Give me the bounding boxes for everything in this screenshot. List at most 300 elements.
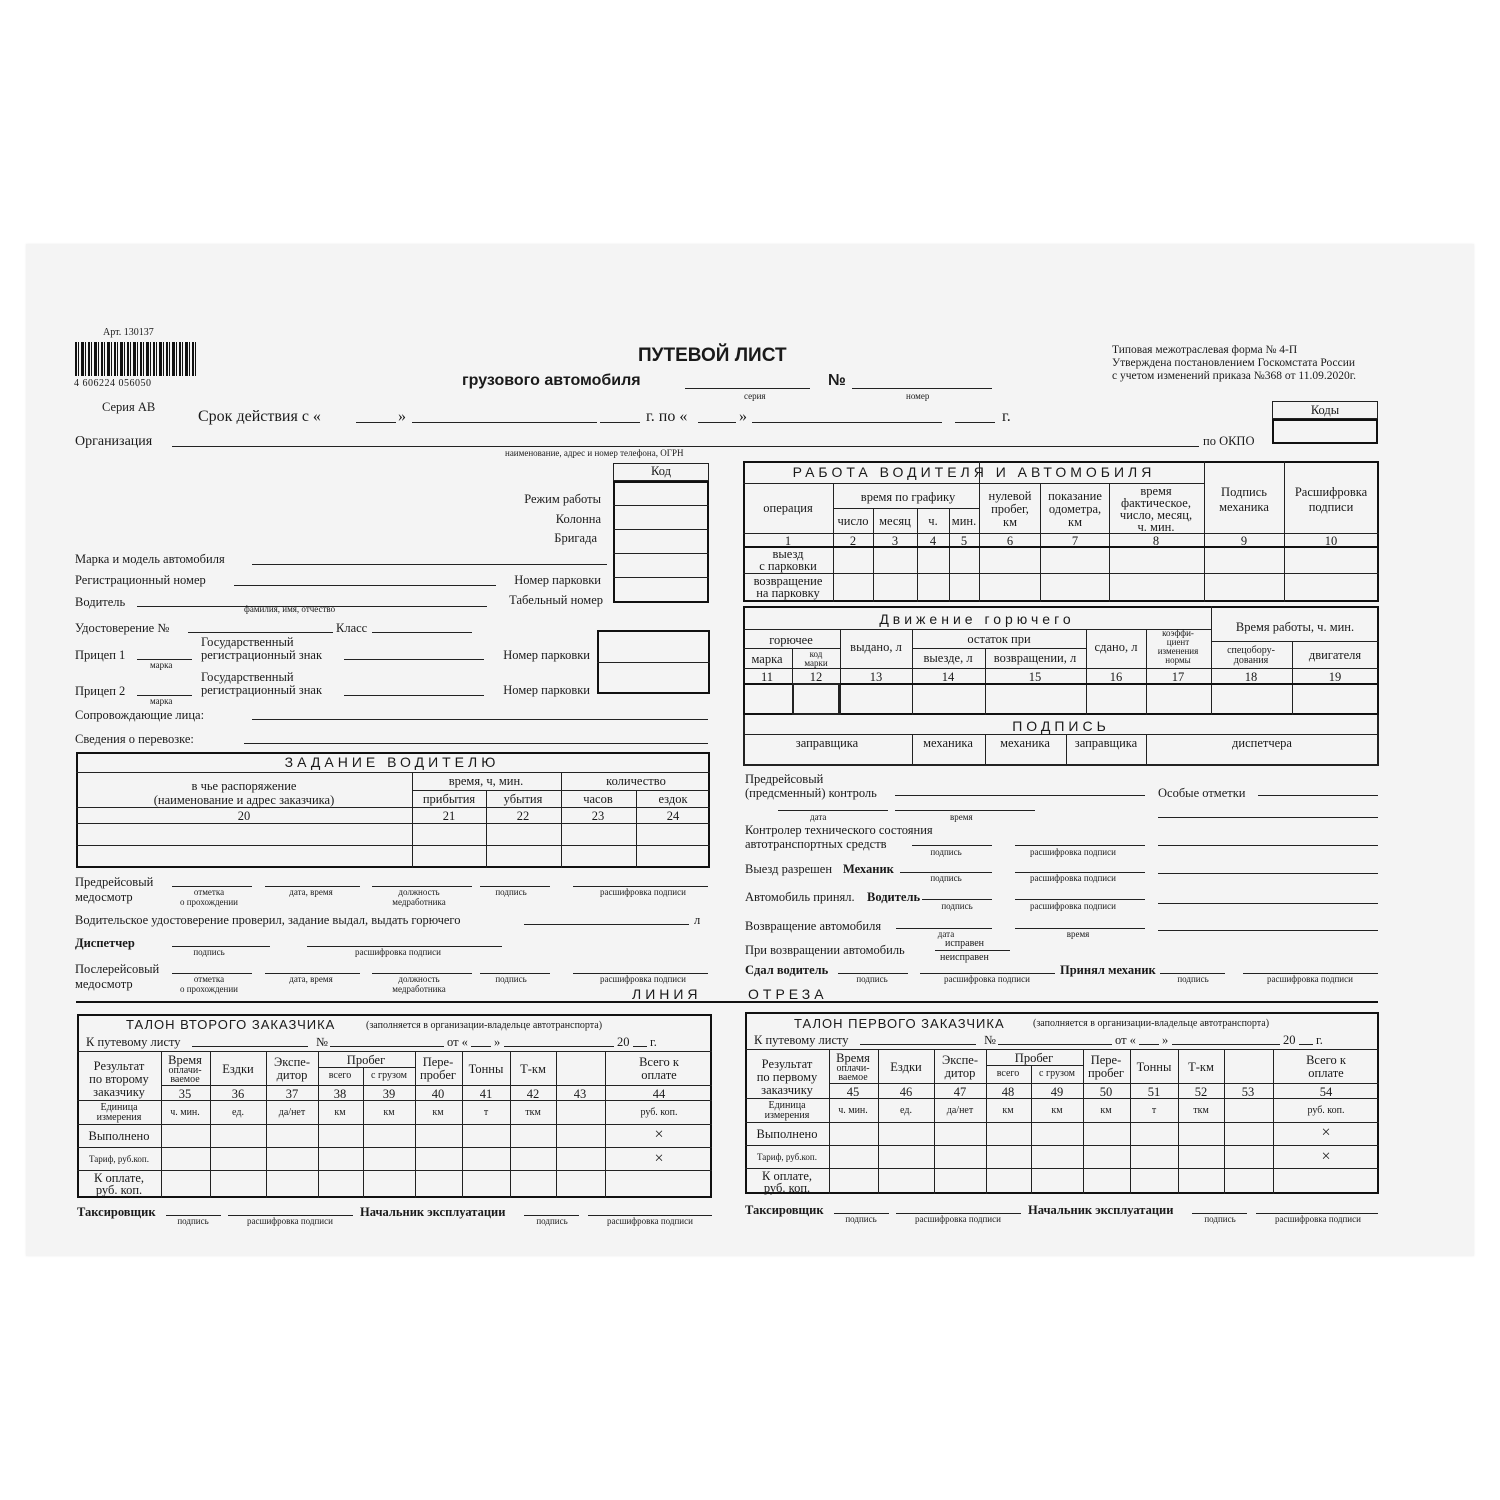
handed-by-driver-label: Сдал водитель (745, 963, 829, 977)
talon2-payable-label: руб. коп. (95, 1183, 143, 1197)
talon2-year: 20 (617, 1035, 630, 1049)
sign-fueler2-header: заправщика (1074, 736, 1138, 750)
code-box[interactable] (613, 481, 709, 603)
posttrip-med-label-1: Послерейсовый (75, 962, 160, 976)
year-suffix: г. (650, 1035, 657, 1049)
accepted-by-mechanic-label: Принял механик (1060, 963, 1156, 977)
number-sign: № (828, 372, 846, 389)
serviceable-option[interactable]: исправен (945, 938, 985, 949)
talon2-num: 42 (526, 1087, 540, 1101)
talon1-done-label: Выполнено (756, 1127, 818, 1141)
mechanic-label: Механик (843, 862, 894, 876)
talon1-tariff-label: Тариф, руб.коп. (757, 1152, 817, 1162)
talon1-number-sign: № (984, 1033, 996, 1047)
talon2-col-total-sub: оплате (641, 1068, 677, 1082)
talon1-taxer-label: Таксировщик (745, 1203, 824, 1217)
caption: расшифровка подписи (1030, 847, 1116, 857)
number-caption: номер (906, 391, 930, 401)
caption: подпись (930, 847, 962, 857)
coef-header-2: циент (1166, 637, 1190, 647)
fuel-table-title: Движение горючего (879, 611, 1075, 627)
controller-sign[interactable] (912, 845, 992, 846)
caption: подпись (930, 873, 962, 883)
task-quantity-header: количество (606, 774, 666, 788)
talon2-col-time: Время (168, 1053, 202, 1067)
task-trips-header: ездок (658, 792, 688, 806)
controller-label-2: автотранспортных средств (745, 837, 887, 851)
talon1-result-2: по первому (756, 1070, 818, 1084)
talon2-num: 39 (382, 1087, 396, 1101)
dispatcher-label: Диспетчер (75, 936, 135, 950)
pretrip-med-label-2: медосмотр (75, 890, 133, 904)
minute-header: мин. (951, 514, 977, 528)
talon2-col-overrun: Пере- (422, 1055, 454, 1069)
return-row-1: возвращение (753, 574, 823, 588)
fuel-brand-header: марка (751, 652, 783, 666)
day-header: число (837, 514, 869, 528)
talon1-col-time: Время (836, 1051, 870, 1065)
driver-decode[interactable] (1015, 899, 1145, 900)
fuel-return-header: возвращении, л (993, 651, 1077, 665)
posttrip-med-label-2: медосмотр (75, 977, 133, 991)
talon1-unit: ткм (1193, 1105, 1209, 1116)
talon2-day-field[interactable] (471, 1046, 491, 1047)
validity-from-month[interactable] (412, 422, 597, 423)
class-label: Класс (336, 621, 368, 635)
okpo-label: по ОКПО (1203, 434, 1255, 448)
work-mode-label: Режим работы (524, 492, 601, 506)
fuel-col-num: 14 (941, 670, 955, 684)
caption: подпись (495, 887, 527, 897)
cut-line-label-2: ОТРЕЗА (748, 986, 828, 1002)
talon1-payable-label: руб. коп. (763, 1181, 811, 1195)
talon1-num: 51 (1147, 1085, 1161, 1099)
month-header: месяц (879, 514, 911, 528)
talon1-year-field[interactable] (1299, 1044, 1313, 1045)
talon2-unit: руб. коп. (640, 1107, 678, 1118)
code-label: Код (651, 464, 671, 478)
validity-from-year[interactable] (600, 422, 640, 423)
talon1-col-mileage-loaded: с грузом (1039, 1068, 1075, 1079)
talon1-col-forwarder: Экспе- (942, 1053, 978, 1067)
caption: расшифровка подписи (1030, 873, 1116, 883)
special-marks-line[interactable] (1158, 930, 1378, 931)
driver-task-title: ЗАДАНИЕ ВОДИТЕЛЮ (284, 754, 500, 770)
controller-label-1: Контролер технического состояния (745, 823, 933, 837)
article-number: Арт. 130137 (103, 327, 154, 338)
hour-header: ч. (928, 514, 938, 528)
okpo-code-box[interactable] (1272, 419, 1378, 444)
pretrip-control-field[interactable] (895, 795, 1145, 796)
task-customer-header-2: (наименование и адрес заказчика) (153, 793, 335, 807)
trailer2-model-caption: марка (150, 696, 173, 706)
coef-header-4: нормы (1165, 655, 1191, 665)
caption: расшифровка подписи (1030, 901, 1116, 911)
talon1-unit: км (1002, 1105, 1014, 1116)
trailer1-reg-field[interactable] (344, 659, 484, 660)
reg-number-field[interactable] (234, 585, 496, 586)
page-title: ПУТЕВОЙ ЛИСТ (638, 345, 787, 366)
talon2-unit: ткм (525, 1107, 541, 1118)
sign-fueler-header: заправщика (795, 736, 859, 750)
task-col-num: 21 (442, 809, 456, 823)
pretrip-control-2: (предсменный) контроль (745, 786, 877, 800)
caption: дата (937, 929, 955, 939)
caption: должность (398, 887, 440, 897)
trailer2-label: Прицеп 2 (75, 684, 126, 698)
brigade-label: Бригада (554, 531, 597, 545)
operation-header: операция (763, 501, 813, 515)
fuel-departure-header: выезде, л (923, 651, 973, 665)
work-col-num: 4 (929, 534, 937, 548)
talon2-col-trips: Ездки (222, 1062, 254, 1076)
work-col-num: 1 (784, 534, 792, 548)
trailer2-reg-1: Государственный (201, 670, 294, 684)
talon1-col-overrun-sub: пробег (1087, 1066, 1125, 1080)
talon1-num: 48 (1001, 1085, 1015, 1099)
caption: подпись (845, 1214, 877, 1224)
validity-from-day[interactable] (356, 422, 396, 423)
license-field[interactable] (188, 632, 333, 633)
caption: время (950, 812, 973, 822)
zero-mileage-2: пробег, (991, 502, 1029, 516)
fuel-col-num: 13 (869, 670, 883, 684)
fuel-remaining-header: остаток при (967, 632, 1031, 646)
talon1-note: (заполняется в организации-владельце автотранспорта) (1033, 1018, 1270, 1029)
talon2-num: 40 (431, 1087, 445, 1101)
task-col-num: 20 (237, 809, 251, 823)
caption: расшифровка подписи (600, 887, 686, 897)
talon2-number-sign: № (316, 1035, 328, 1049)
work-col-num: 3 (891, 534, 899, 548)
talon2-taxer-label: Таксировщик (77, 1205, 156, 1219)
talon1-col-time-sub: ваемое (838, 1072, 868, 1083)
caption: о прохождении (179, 984, 239, 994)
pretrip-control-1: Предрейсовый (745, 772, 824, 786)
talon2-col-forwarder-sub: дитор (276, 1068, 308, 1082)
talon2-num: 43 (573, 1087, 587, 1101)
odometer-3: км (1068, 515, 1082, 529)
talon1-waybill-field[interactable] (860, 1044, 976, 1045)
cut-line (76, 1001, 1378, 1003)
organization-field[interactable] (172, 446, 1199, 447)
validity-to-day[interactable] (698, 422, 736, 423)
codes-label: Коды (1310, 403, 1340, 417)
trailer2-reg-2: регистрационный знак (201, 683, 323, 697)
special-equipment-2: дования (1233, 655, 1269, 666)
trailer2-reg-field[interactable] (344, 695, 484, 696)
caption: расшифровка подписи (1267, 974, 1353, 984)
caption: медработника (392, 984, 446, 994)
special-marks-line[interactable] (1158, 873, 1378, 874)
special-marks-line[interactable] (1158, 817, 1378, 818)
car-return-label: Возвращение автомобиля (745, 919, 882, 933)
talon2-col-mileage-total: всего (328, 1070, 352, 1081)
talon1-num: 45 (846, 1085, 860, 1099)
talon1-col-trips: Ездки (890, 1060, 922, 1074)
talon2-date-label: от « (447, 1035, 468, 1049)
talon2-year-field[interactable] (633, 1046, 647, 1047)
talon1-waybill-label: К путевому листу (754, 1033, 849, 1047)
talon2-title: ТАЛОН ВТОРОГО ЗАКАЗЧИКА (126, 1017, 336, 1032)
on-return-label: При возвращении автомобиль (745, 943, 905, 957)
talon2-unit: ед. (232, 1107, 244, 1118)
talon1-col-time-sub: оплачи- (836, 1063, 870, 1074)
talon1-number-field[interactable] (998, 1044, 1112, 1045)
trailer1-parking-label: Номер парковки (503, 648, 590, 662)
talon1-col-forwarder-sub: дитор (944, 1066, 976, 1080)
pretrip-date-field[interactable] (895, 810, 1035, 811)
trailer1-label: Прицеп 1 (75, 648, 126, 662)
schedule-header: время по графику (860, 490, 956, 504)
caption: подпись (856, 974, 888, 984)
cross-icon: × (654, 1150, 664, 1167)
trailer1-model-caption: марка (150, 660, 173, 670)
zero-mileage-3: км (1003, 515, 1017, 529)
controller-decode[interactable] (1015, 845, 1145, 846)
talon2-chief-label: Начальник эксплуатации (360, 1205, 506, 1219)
talon2-result-2: по второму (89, 1072, 149, 1086)
talon1-col-mileage-total: всего (996, 1068, 1020, 1079)
talon1-year: 20 (1283, 1033, 1296, 1047)
transport-info-field[interactable] (244, 743, 708, 744)
special-marks-line[interactable] (1158, 845, 1378, 846)
return-row-2: на парковку (756, 586, 820, 600)
talon2-result-1: Результат (93, 1059, 145, 1073)
talon1-unit: ед. (900, 1105, 912, 1116)
caption: о прохождении (179, 897, 239, 907)
fuel-issued-header: выдано, л (850, 640, 902, 654)
talon2-unit: км (432, 1107, 444, 1118)
sign-dispatcher-header: диспетчера (1232, 736, 1292, 750)
work-col-num: 9 (1240, 534, 1248, 548)
talon1-result-1: Результат (761, 1057, 813, 1071)
car-model-label: Марка и модель автомобиля (75, 552, 225, 566)
fuel-code-header-2: марки (804, 658, 828, 668)
mechanic-sign-2: механика (1219, 500, 1269, 514)
column-label: Колонна (555, 512, 601, 526)
talon2-num: 36 (231, 1087, 245, 1101)
task-arrival-header: прибытия (422, 792, 476, 806)
talon2-month-field[interactable] (504, 1046, 614, 1047)
caption: подпись (536, 1216, 568, 1226)
car-model-field[interactable] (252, 564, 607, 565)
form-type: Типовая межотраслевая форма № 4-П (1112, 344, 1298, 356)
talon1-num: 49 (1050, 1085, 1064, 1099)
organization-label: Организация (75, 434, 153, 449)
caption: подпись (495, 974, 527, 984)
organization-caption: наименование, адрес и номер телефона, ОГРН (505, 448, 684, 458)
caption: расшифровка подписи (915, 1214, 1001, 1224)
sign-mechanic2-header: механика (1000, 736, 1050, 750)
fuel-issue-field[interactable] (524, 924, 689, 925)
validity-to-label: г. по « (646, 408, 688, 425)
talon2-waybill-label: К путевому листу (86, 1035, 181, 1049)
fuel-col-num: 19 (1328, 670, 1342, 684)
talon2-note: (заполняется в организации-владельце автотранспорта) (366, 1020, 603, 1031)
talon2-num: 41 (479, 1087, 493, 1101)
caption: дата, время (289, 887, 333, 897)
talon2-col-total: Всего к (639, 1055, 679, 1069)
mechanic-sign-1: Подпись (1221, 485, 1267, 499)
driver-sign[interactable] (922, 899, 992, 900)
caption: расшифровка подписи (600, 974, 686, 984)
driver-label: Водитель (75, 595, 126, 609)
actual-time-1: время (1140, 484, 1172, 498)
task-hours-header: часов (583, 792, 613, 806)
talon2-col-time-sub: оплачи- (168, 1065, 202, 1076)
task-departure-header: убытия (503, 792, 543, 806)
page-subtitle: грузового автомобиля (462, 372, 641, 389)
driver-caption: фамилия, имя, отчество (244, 604, 336, 614)
departure-row-1: выезд (772, 547, 804, 561)
parking-number-label: Номер парковки (514, 573, 601, 587)
class-field[interactable] (372, 632, 472, 633)
reg-number-label: Регистрационный номер (75, 573, 206, 587)
engine-header: двигателя (1308, 648, 1362, 662)
task-col-num: 24 (666, 809, 680, 823)
trailer1-reg-1: Государственный (201, 635, 294, 649)
caption: расшифровка подписи (607, 1216, 693, 1226)
fuel-col-num: 15 (1028, 670, 1042, 684)
talon2-done-label: Выполнено (88, 1129, 150, 1143)
departure-row-2: с парковки (759, 559, 817, 573)
barcode (75, 342, 197, 376)
coef-header-1: коэффи- (1162, 628, 1194, 638)
accompanying-field[interactable] (252, 719, 708, 720)
work-col-num: 6 (1006, 534, 1014, 548)
fuel-header: горючее (769, 633, 813, 647)
quote-mark: » (739, 408, 747, 425)
talon2-unit: км (383, 1107, 395, 1118)
special-marks-line[interactable] (1158, 903, 1378, 904)
car-accepted-label: Автомобиль принял. (745, 890, 855, 904)
talon1-unit: да/нет (946, 1105, 974, 1116)
talon2-num: 37 (285, 1087, 299, 1101)
caption: подпись (1177, 974, 1209, 984)
cut-line-label-1: ЛИНИЯ (632, 986, 702, 1002)
odometer-1: показание (1048, 489, 1102, 503)
year-suffix: г. (1316, 1033, 1323, 1047)
talon1-num: 47 (953, 1085, 967, 1099)
actual-time-3: число, месяц, (1119, 508, 1193, 522)
talon1-col-tkm: Т-км (1188, 1060, 1214, 1074)
talon1-payable-label: К оплате, (762, 1169, 812, 1183)
decode-2: подписи (1308, 500, 1354, 514)
litre-unit: л (694, 913, 701, 927)
talon1-col-overrun: Пере- (1090, 1053, 1122, 1067)
talon1-chief-label: Начальник эксплуатации (1028, 1203, 1174, 1217)
pretrip-control-sign[interactable] (778, 810, 888, 811)
caption: расшифровка подписи (1275, 1214, 1361, 1224)
series-label: Серия АВ (102, 400, 156, 414)
talon1-date-label: от « (1115, 1033, 1136, 1047)
zero-mileage-1: нулевой (988, 489, 1032, 503)
talon2-col-time-sub: ваемое (170, 1074, 200, 1085)
operating-time-header: Время работы, ч. мин. (1235, 620, 1355, 634)
special-marks-field[interactable] (1258, 795, 1378, 796)
talon2-waybill-field[interactable] (192, 1046, 308, 1047)
talon1-num: 52 (1194, 1085, 1208, 1099)
talon1-col-total: Всего к (1306, 1053, 1346, 1067)
accompanying-label: Сопровождающие лица: (75, 708, 205, 722)
talon1-col-mileage: Пробег (1014, 1051, 1054, 1065)
talon2-num: 44 (652, 1087, 666, 1101)
talon2-col-overrun-sub: пробег (419, 1068, 457, 1082)
talon2-result-3: заказчику (93, 1085, 145, 1099)
fuel-col-num: 18 (1244, 670, 1258, 684)
fuel-code-cell[interactable] (792, 683, 840, 715)
caption: расшифровка подписи (355, 947, 441, 957)
special-marks-label: Особые отметки (1158, 786, 1246, 800)
caption: расшифровка подписи (247, 1216, 333, 1226)
caption: дата (810, 812, 827, 822)
work-col-num: 7 (1071, 534, 1079, 548)
caption: должность (398, 974, 440, 984)
task-col-num: 22 (516, 809, 530, 823)
departure-allowed-label: Выезд разрешен (745, 862, 833, 876)
fuel-code-header-1: код (809, 649, 823, 659)
caption: расшифровка подписи (944, 974, 1030, 984)
validity-to-month[interactable] (752, 422, 942, 423)
talon2-payable-label: К оплате, (94, 1171, 144, 1185)
talon2-units-label: измерения (96, 1112, 142, 1123)
series-field[interactable] (685, 388, 810, 389)
form-amendment: с учетом изменений приказа №368 от 11.09.2020г. (1112, 370, 1356, 382)
cross-icon: × (654, 1126, 664, 1143)
validity-to-year[interactable] (955, 422, 995, 423)
pretrip-med-label-1: Предрейсовый (75, 875, 154, 889)
caption: отметка (193, 887, 225, 897)
talon2-col-tkm: Т-км (520, 1062, 546, 1076)
talon1-num: 46 (899, 1085, 913, 1099)
faulty-option[interactable]: неисправен (940, 952, 989, 963)
special-equipment-1: спецобору- (1227, 645, 1275, 656)
talon1-col-tons: Тонны (1136, 1060, 1172, 1074)
talon2-col-tons: Тонны (468, 1062, 504, 1076)
talon2-num: 38 (333, 1087, 347, 1101)
caption: медработника (392, 897, 446, 907)
talon2-tariff-label: Тариф, руб.коп. (89, 1154, 149, 1164)
work-col-num: 2 (849, 534, 857, 548)
form-approved: Утверждена постановлением Госкомстата России (1112, 357, 1356, 369)
talon1-unit: км (1051, 1105, 1063, 1116)
trailer2-parking-label: Номер парковки (503, 683, 590, 697)
caption: подпись (1204, 1214, 1236, 1224)
quote-mark: » (494, 1035, 501, 1049)
caption: отметка (193, 974, 225, 984)
talon2-unit: т (483, 1107, 489, 1118)
series-caption: серия (744, 391, 766, 401)
talon2-col-mileage: Пробег (346, 1053, 386, 1067)
talon1-unit: км (1100, 1105, 1112, 1116)
talon1-day-field[interactable] (1139, 1044, 1159, 1045)
cross-icon: × (1321, 1148, 1331, 1165)
quote-mark: » (1162, 1033, 1169, 1047)
talon1-units-label: Единица (768, 1100, 806, 1111)
year-suffix: г. (1002, 408, 1011, 425)
barcode-number: 4 606224 056050 (74, 378, 152, 389)
talon1-units-label: измерения (764, 1110, 810, 1121)
talon1-month-field[interactable] (1172, 1044, 1280, 1045)
talon2-number-field[interactable] (330, 1046, 444, 1047)
number-field[interactable] (852, 388, 992, 389)
task-customer-header-1: в чье распоряжение (191, 779, 297, 793)
quote-mark: » (398, 408, 406, 425)
decode-1: Расшифровка (1294, 485, 1368, 499)
caption: подпись (941, 901, 973, 911)
talon2-col-mileage-loaded: с грузом (371, 1070, 407, 1081)
